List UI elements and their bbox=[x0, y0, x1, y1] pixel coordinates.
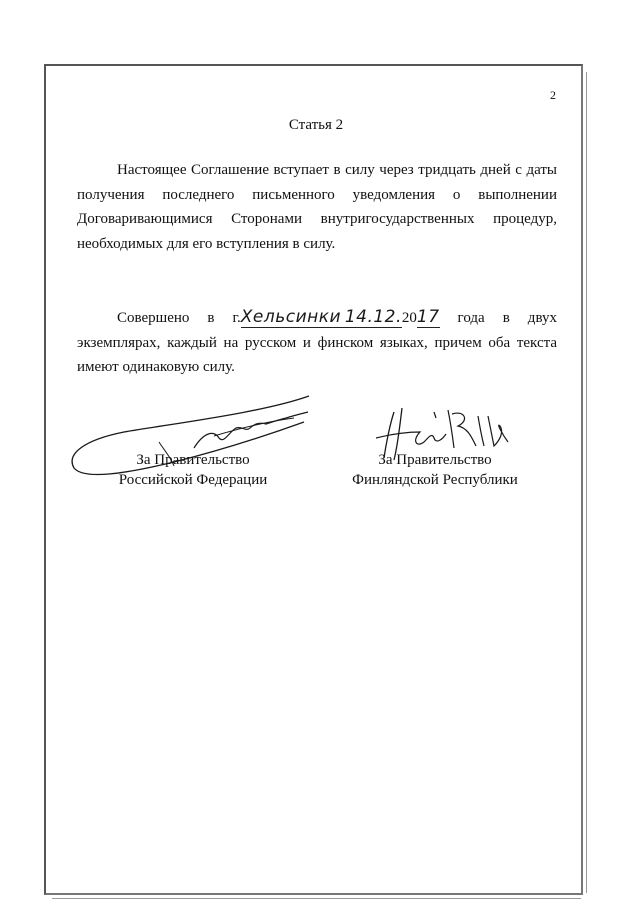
year-handwritten: 17 bbox=[416, 307, 440, 327]
signatory-russia-line-2: Российской Федерации bbox=[118, 472, 268, 488]
signatory-russia-line-1: За Правительство bbox=[136, 452, 250, 468]
signatory-finland-line-2: Финляндской Республики bbox=[352, 472, 518, 488]
paragraph-entry-into-force bbox=[77, 158, 557, 256]
page-number: 2 bbox=[550, 88, 556, 102]
date-handwritten: 14.12. bbox=[344, 307, 402, 327]
paragraph-done-at bbox=[77, 306, 557, 380]
place-field bbox=[241, 308, 402, 328]
year-printed: 20 bbox=[401, 310, 417, 326]
article-title: Статья 2 bbox=[288, 117, 344, 133]
year-field bbox=[417, 308, 440, 328]
done-at-prefix: Совершено в г. bbox=[117, 310, 241, 326]
paragraph-entry-into-force-text: Настоящее Соглашение вступает в силу через тридцать дней с даты получения последнего письменного уведомления о выполнении Договаривающимися Сторонами внутригосударственных процедур, необходимых для его вступления в силу. bbox=[77, 162, 557, 252]
done-at-suffix: года в двух экземплярах, каждый на русском и финском языках, причем оба текста имеют одинаковую силу. bbox=[77, 310, 558, 375]
signatory-russia bbox=[108, 450, 278, 490]
signatory-finland bbox=[345, 450, 525, 490]
signatory-finland-line-1: За Правительство bbox=[378, 452, 492, 468]
place-handwritten: Хельсинки bbox=[240, 307, 342, 327]
